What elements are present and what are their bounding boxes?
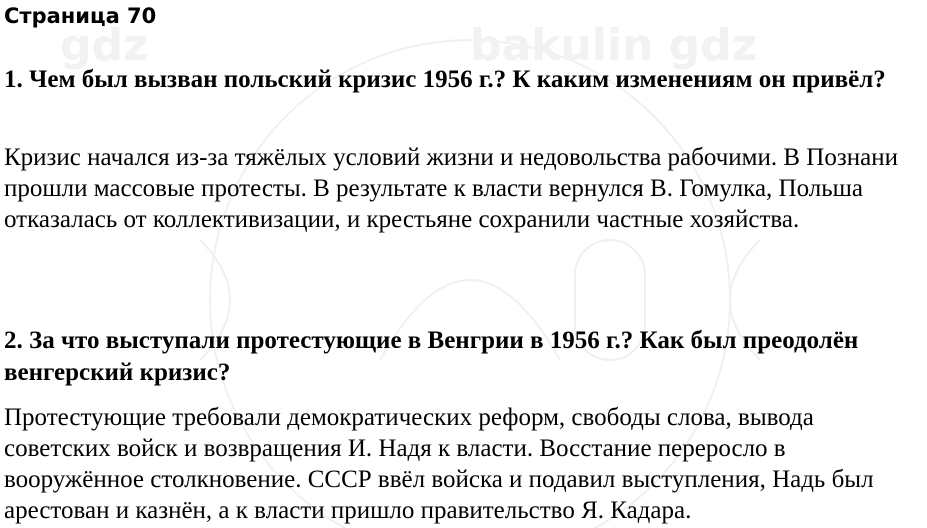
watermark-text-center: bakulin gdz bbox=[470, 20, 758, 71]
question-1: 1. Чем был вызван польский кризис 1956 г.? К каким изменениям он привёл? bbox=[4, 66, 886, 93]
watermark-text-left: gdz bbox=[60, 20, 149, 71]
question-2: 2. За что выступали протестующие в Венгрии в 1956 г.? Как был преодолён венгерский кризис? bbox=[4, 327, 859, 386]
answer-1: Кризис начался из-за тяжёлых условий жизни и недовольства рабочими. В Познани прошли массовые протесты. В результате к власти вернулся В. Гомулка, Польша отказалась от коллективизации, и крестьяне сохранили частные хозяйства. bbox=[4, 144, 898, 233]
page-title: Страница 70 bbox=[4, 4, 157, 28]
answer-2: Протестующие требовали демократических реформ, свободы слова, вывода советских войск и возвращения И. Надя к власти. Восстание переросло в вооружённое столкновение. СССР ввёл войска и подавил выступления, Надь был арестован и казнён, а к власти пришло правительство Я. Кадара. bbox=[4, 404, 874, 524]
